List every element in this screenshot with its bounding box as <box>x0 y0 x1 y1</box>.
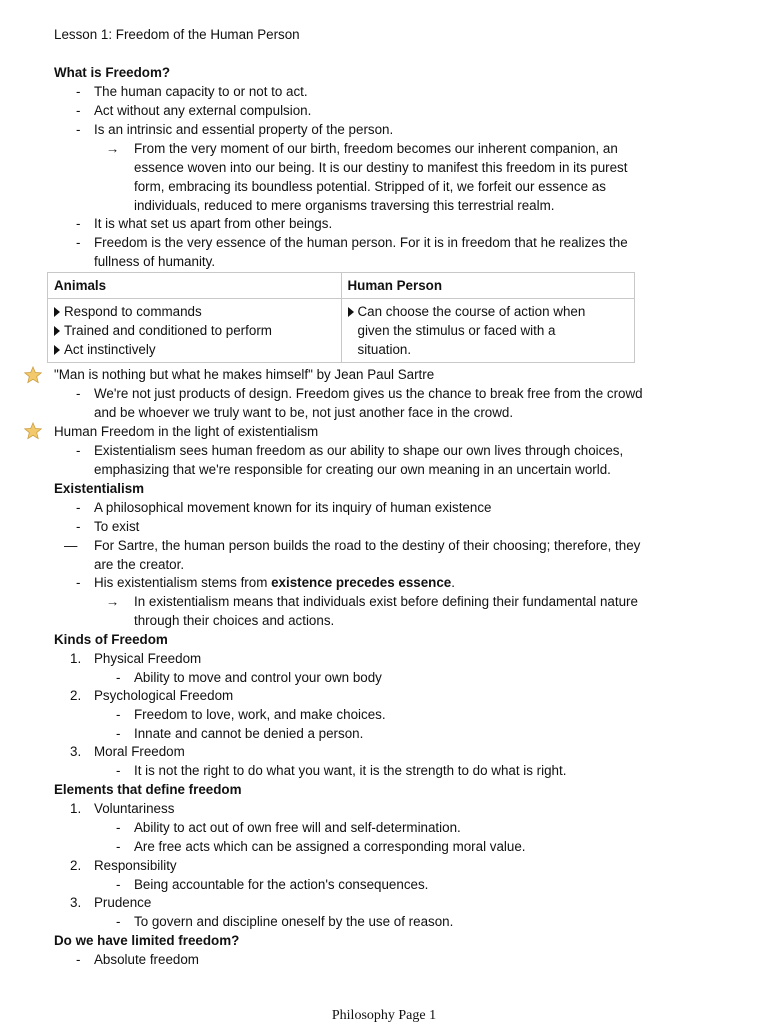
text-line: through their choices and actions. <box>134 613 335 628</box>
bullet-dash: - <box>76 575 81 590</box>
arrow-icon: → <box>106 141 120 156</box>
text-line: In existentialism means that individuals exist before defining their fundamental nature <box>134 594 638 609</box>
list-item: Physical Freedom <box>94 651 202 666</box>
bullet-dash: - <box>76 500 81 515</box>
table-row <box>48 299 635 363</box>
bullet-dash: - <box>76 84 81 99</box>
bullet-dash: - <box>76 235 81 250</box>
heading-existentialism: Existentialism <box>54 481 145 496</box>
triangle-bullet-icon <box>348 307 354 317</box>
bullet-dash: - <box>116 707 121 722</box>
lesson-title: Lesson 1: Freedom of the Human Person <box>54 27 300 42</box>
list-number: 1. <box>70 651 82 666</box>
triangle-bullet-icon <box>54 345 60 355</box>
table-cell-animals <box>48 299 342 363</box>
bold-phrase: existence precedes essence <box>271 575 452 590</box>
text-line: Freedom is the very essence of the human person. For it is in freedom that he realizes the <box>94 235 628 250</box>
text-line: From the very moment of our birth, freedom becomes our inherent companion, an <box>134 141 618 156</box>
comparison-table <box>47 272 635 363</box>
bullet-dash: - <box>76 443 81 458</box>
text-line: given the stimulus or faced with a <box>357 323 556 338</box>
bullet-dash: - <box>76 216 81 231</box>
heading-what-is-freedom: What is Freedom? <box>54 65 171 80</box>
bullet-dash: - <box>76 122 81 137</box>
bullet-dash: - <box>116 670 121 685</box>
text-line: fullness of humanity. <box>94 254 216 269</box>
star-icon <box>24 366 42 384</box>
text-line: Existentialism sees human freedom as our ability to shape our own lives through choices, <box>94 443 624 458</box>
text-line: Innate and cannot be denied a person. <box>134 726 364 741</box>
list-item: Trained and conditioned to perform <box>54 321 335 340</box>
text-line: To exist <box>94 519 140 534</box>
text-line: Ability to move and control your own body <box>134 670 382 685</box>
heading-elements: Elements that define freedom <box>54 782 242 797</box>
list-item: Voluntariness <box>94 801 175 816</box>
arrow-icon: → <box>106 594 120 609</box>
text-line: Ability to act out of own free will and self-determination. <box>134 820 461 835</box>
text-line: We're not just products of design. Freedom gives us the chance to break free from the crowd <box>94 386 643 401</box>
list-number: 3. <box>70 895 82 910</box>
text-line: Act without any external compulsion. <box>94 103 312 118</box>
text-line: Absolute freedom <box>94 952 199 967</box>
list-number: 2. <box>70 858 82 873</box>
bullet-dash: - <box>76 386 81 401</box>
text-line: individuals, reduced to mere organisms traversing this terrestrial realm. <box>134 198 555 213</box>
page-footer: Philosophy Page 1 <box>331 1008 437 1023</box>
text-line: Is an intrinsic and essential property of the person. <box>94 122 394 137</box>
text-line: For Sartre, the human person builds the road to the destiny of their choosing; therefore, they <box>94 538 641 553</box>
triangle-bullet-icon <box>54 307 60 317</box>
table-cell-human-person <box>341 299 635 363</box>
bullet-dash: - <box>116 914 121 929</box>
text-line: His existentialism stems from existence precedes essence. <box>94 575 455 590</box>
text-line: emphasizing that we're responsible for creating our own meaning in an uncertain world. <box>94 462 611 477</box>
text-line: and be whoever we truly want to be, not just another face in the crowd. <box>94 405 514 420</box>
existential-light-title: Human Freedom in the light of existentialism <box>54 424 319 439</box>
bullet-dash: - <box>116 763 121 778</box>
triangle-bullet-icon <box>54 326 60 336</box>
table-header-row <box>48 273 635 299</box>
text-line: form, embracing its boundless potential. Stripped of it, we forfeit our essence as <box>134 179 606 194</box>
bullet-dash: - <box>116 726 121 741</box>
list-item: Can choose the course of action when <box>348 302 629 321</box>
list-item: Psychological Freedom <box>94 688 234 703</box>
bullet-dash: - <box>76 519 81 534</box>
text-line: are the creator. <box>94 557 185 572</box>
sartre-quote: "Man is nothing but what he makes himself" by Jean Paul Sartre <box>54 367 435 382</box>
text-line: It is not the right to do what you want, it is the strength to do what is right. <box>134 763 567 778</box>
text-line: situation. <box>357 342 412 357</box>
text-line: Are free acts which can be assigned a corresponding moral value. <box>134 839 526 854</box>
list-item: Prudence <box>94 895 152 910</box>
list-item: Responsibility <box>94 858 177 873</box>
heading-limited-freedom: Do we have limited freedom? <box>54 933 240 948</box>
text-line: The human capacity to or not to act. <box>94 84 308 99</box>
bullet-dash: - <box>76 952 81 967</box>
list-item: Respond to commands <box>54 302 335 321</box>
text-line: Freedom to love, work, and make choices. <box>134 707 386 722</box>
list-item: Moral Freedom <box>94 744 185 759</box>
list-item: Act instinctively <box>54 340 335 359</box>
bullet-dash: - <box>76 103 81 118</box>
text-line: Being accountable for the action's consequences. <box>134 877 429 892</box>
list-number: 3. <box>70 744 82 759</box>
text-line: It is what set us apart from other beings. <box>94 216 333 231</box>
list-number: 1. <box>70 801 82 816</box>
text-line: essence woven into our being. It is our destiny to manifest this freedom in its purest <box>134 160 628 175</box>
table-header-human-person: Human Person <box>341 273 635 299</box>
bullet-dash: - <box>116 877 121 892</box>
heading-kinds-of-freedom: Kinds of Freedom <box>54 632 168 647</box>
bullet-dash: - <box>116 839 121 854</box>
bullet-long-dash: — <box>64 538 78 553</box>
text-line: A philosophical movement known for its inquiry of human existence <box>94 500 492 515</box>
table-header-animals: Animals <box>48 273 342 299</box>
text-line: To govern and discipline oneself by the use of reason. <box>134 914 454 929</box>
star-icon <box>24 422 42 440</box>
bullet-dash: - <box>116 820 121 835</box>
list-number: 2. <box>70 688 82 703</box>
